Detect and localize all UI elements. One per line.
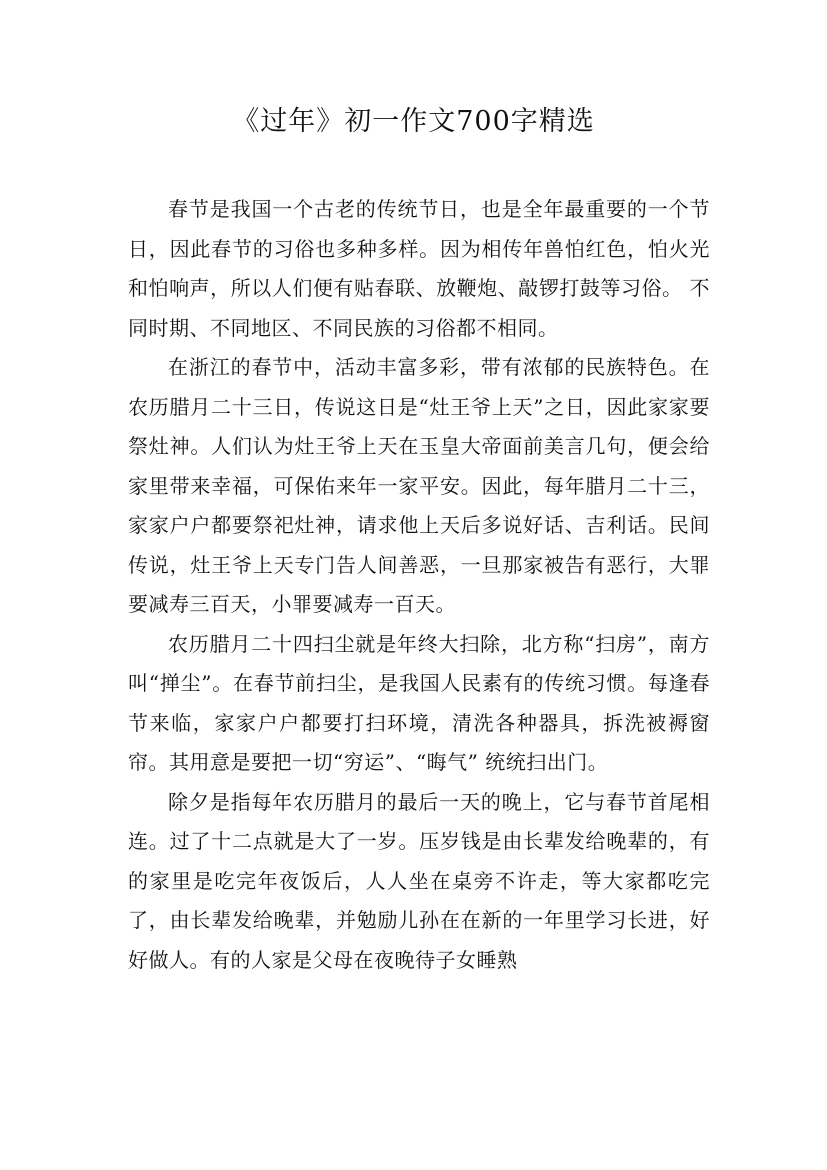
paragraph-3: 农历腊月二十四扫尘就是年终大扫除，北方称“扫房”，南方叫“掸尘”。在春节前扫尘，是我国人民素有的传统习惯。每逢春节来临，家家户户都要打扫环境，清洗各种器具，拆洗被褥窗帘。其用意是要把一切“穷运”、“晦气” 统统扫出门。 [128, 631, 710, 774]
document-body [128, 190, 710, 980]
paragraph-4: 除夕是指每年农历腊月的最后一天的晚上，它与春节首尾相连。过了十二点就是大了一岁。压岁钱是由长辈发给晚辈的，有的家里是吃完年夜饭后，人人坐在桌旁不许走，等大家都吃完了，由长辈发给晚辈，并勉励儿孙在在新的一年里学习长进，好好做人。有的人家是父母在夜晚待子女睡熟 [128, 789, 710, 972]
document-title: 《过年》初一作文700字精选 [232, 106, 595, 137]
paragraph-2: 在浙江的春节中，活动丰富多彩，带有浓郁的民族特色。在农历腊月二十三日，传说这日是“灶王爷上天”之日，因此家家要祭灶神。人们认为灶王爷上天在玉皇大帝面前美言几句，便会给家里带来幸福，可保佑来年一家平安。因此，每年腊月二十三，家家户户都要祭祀灶神，请求他上天后多说好话、吉利话。民间传说，灶王爷上天专门告人间善恶，一旦那家被告有恶行，大罪要减寿三百天，小罪要减寿一百天。 [128, 355, 710, 616]
paragraph-1: 春节是我国一个古老的传统节日，也是全年最重要的一个节日，因此春节的习俗也多种多样。因为相传年兽怕红色，怕火光和怕响声，所以人们便有贴春联、放鞭炮、敲锣打鼓等习俗。 不同时期、不同地区、不同民族的习俗都不相同。 [128, 197, 710, 340]
